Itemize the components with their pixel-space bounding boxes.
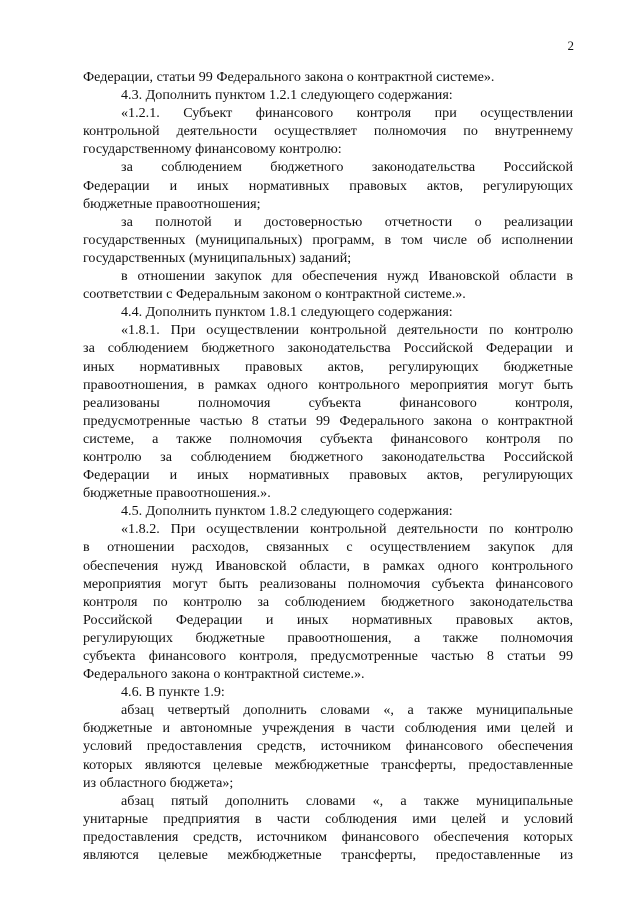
text-line: предоставления средств, источником финансового обеспечения которых (83, 828, 573, 845)
text-line: бюджетные правоотношения.». (83, 485, 271, 502)
text-line: «1.2.1. Субъект финансового контроля при осуществлении (121, 105, 573, 122)
text-line: условий предоставления средств, источником финансового обеспечения (83, 738, 573, 755)
text-line: Федерации и иных нормативных правовых актов, регулирующих (83, 467, 573, 484)
text-line: иных нормативных правовых актов, регулирующих бюджетные (83, 358, 573, 375)
text-line: «1.8.1. При осуществлении контрольной деятельности по контролю (121, 322, 573, 339)
text-line: Федерального закона о контрактной системе.». (83, 666, 365, 683)
text-line: Федерации и иных нормативных правовых актов, регулирующих (83, 177, 573, 194)
text-line: 4.3. Дополнить пунктом 1.2.1 следующего содержания: (121, 87, 453, 104)
text-line: 4.6. В пункте 1.9: (121, 684, 225, 701)
text-line: соответствии с Федеральным законом о контрактной системе.». (83, 286, 466, 303)
text-line: абзац четвертый дополнить словами «, а также муниципальные (121, 702, 573, 719)
text-line: бюджетные правоотношения; (83, 195, 261, 212)
text-line: за соблюдением бюджетного законодательства Российской (121, 159, 573, 176)
text-line: за полнотой и достоверностью отчетности о реализации (121, 213, 573, 230)
text-line: в отношении расходов, связанных с осуществлением закупок для (83, 539, 573, 556)
text-line: бюджетные и автономные учреждения в части соблюдения ими целей и (83, 720, 573, 737)
text-line: Федерации, статьи 99 Федерального закона о контрактной системе». (83, 69, 495, 85)
text-line: системе, а также полномочия субъекта финансового контроля по (83, 430, 573, 447)
text-line: контрольной деятельности осуществляет полномочия по внутреннему (83, 123, 573, 140)
text-line: абзац пятый дополнить словами «, а также муниципальные (121, 792, 573, 809)
text-line: за соблюдением бюджетного законодательства Российской Федерации и (83, 340, 573, 357)
text-line: предусмотренные частью 8 статьи 99 Федерального закона о контрактной (83, 412, 573, 429)
text-line: унитарные предприятия в части соблюдения ими целей и условий (83, 810, 573, 827)
text-line: контролю за соблюдением бюджетного законодательства Российской (83, 448, 573, 465)
text-line: являются целевые межбюджетные трансферты, предоставленные из (83, 847, 573, 864)
text-line: государственных (муниципальных) программ, в том числе об исполнении (83, 231, 573, 248)
text-line: Российской Федерации и иных нормативных правовых актов, (83, 611, 573, 628)
page-number: 2 (567, 38, 574, 53)
text-line: «1.8.2. При осуществлении контрольной деятельности по контролю (121, 521, 573, 538)
text-line: обеспечения нужд Ивановской области, в рамках одного контрольного (83, 557, 573, 574)
text-line: из областного бюджета»; (83, 774, 234, 791)
text-line: субъекта финансового контроля, предусмотренные частью 8 статьи 99 (83, 648, 573, 664)
text-line: государственных (муниципальных) заданий; (83, 249, 352, 266)
text-line: реализованы полномочия субъекта финансового контроля, (83, 394, 573, 411)
text-line: в отношении закупок для обеспечения нужд Ивановской области в (121, 268, 573, 285)
text-line: регулирующих бюджетные правоотношения, а также полномочия (83, 629, 573, 646)
text-line: контроля по контролю за соблюдением бюджетного законодательства (83, 593, 573, 610)
text-line: правоотношения, в рамках одного контрольного мероприятия могут быть (83, 376, 573, 393)
text-line: мероприятия могут быть реализованы полномочия субъекта финансового (83, 575, 573, 592)
text-line: 4.5. Дополнить пунктом 1.8.2 следующего содержания: (121, 503, 453, 520)
text-line: 4.4. Дополнить пунктом 1.8.1 следующего содержания: (121, 304, 453, 321)
document-text (83, 68, 573, 864)
text-line: государственному финансовому контролю: (83, 141, 342, 158)
text-line: которых являются целевые межбюджетные трансферты, предоставленные (83, 756, 573, 773)
